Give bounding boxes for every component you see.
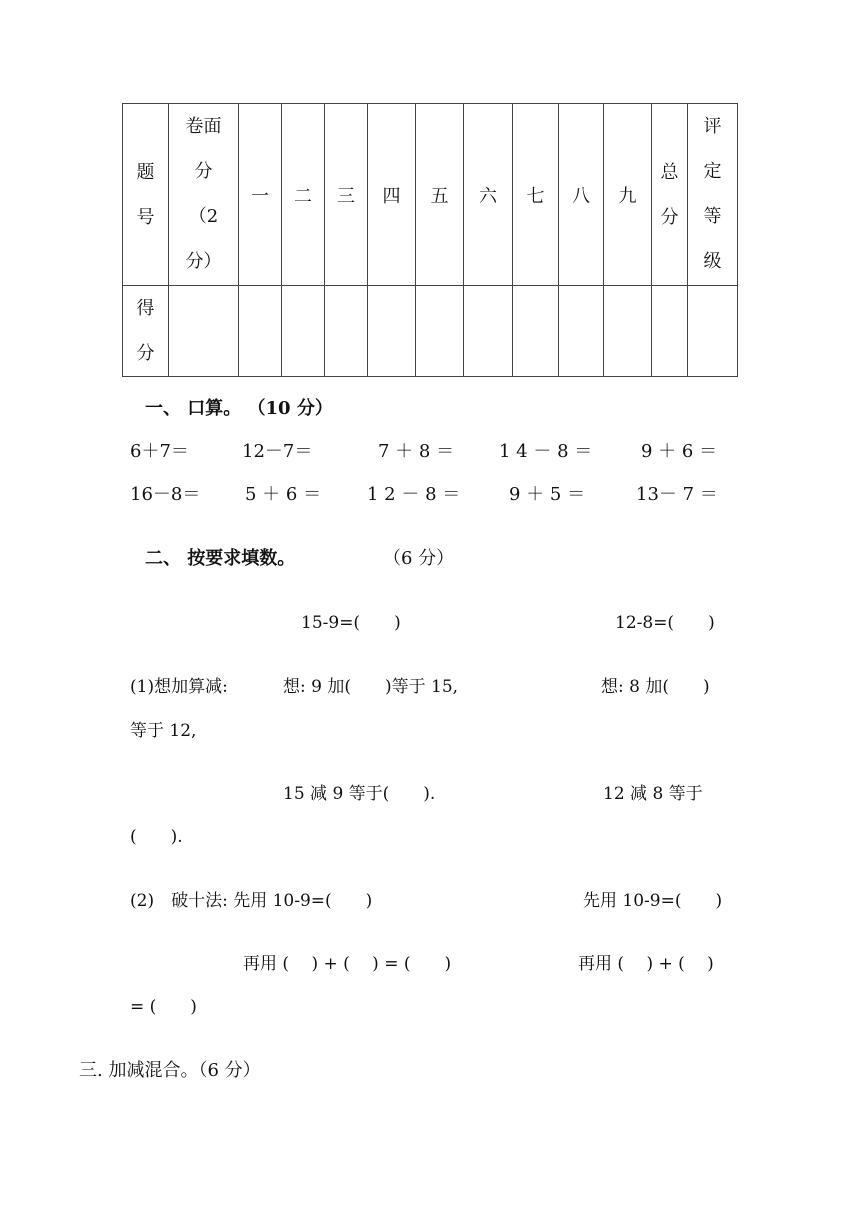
score-cell[interactable] (282, 286, 325, 377)
score-cell[interactable] (416, 286, 464, 377)
score-cell[interactable] (652, 286, 688, 377)
score-cell[interactable] (325, 286, 368, 377)
oral-problem: 5 ＋ 6 ＝ (245, 484, 322, 505)
score-cell[interactable] (368, 286, 416, 377)
score-cell[interactable] (688, 286, 738, 377)
column-header: 九 (604, 104, 652, 286)
score-table (122, 103, 738, 377)
oral-problem: 6＋7＝ (130, 441, 189, 462)
fill-equation: 12-8=( ) (615, 613, 715, 633)
column-header: 四 (368, 104, 416, 286)
column-header: 五 (416, 104, 464, 286)
score-cell[interactable] (239, 286, 282, 377)
q1-think-left: 想: 9 加( )等于 15, (283, 677, 459, 697)
q1-result-left: 15 减 9 等于( ). (283, 784, 436, 804)
oral-problem: 7 ＋ 8 ＝ (378, 441, 455, 462)
q1-think-right-cont: 等于 12, (130, 721, 197, 741)
juanmian-header-cell: 卷面 分 （2 分） (169, 104, 239, 286)
q2-line1-right: 先用 10-9=( ) (583, 891, 723, 911)
q2-line1-left: (2) 破十法: 先用 10-9=( ) (130, 891, 373, 911)
total-header-cell: 总 分 (652, 104, 688, 286)
fill-equation: 15-9=( ) (301, 613, 401, 633)
table-header-row (123, 104, 738, 286)
oral-problem: 13－ 7 ＝ (636, 484, 718, 505)
q1-label: (1)想加算减: (130, 677, 228, 697)
column-header: 六 (464, 104, 513, 286)
q1-result-right-cont: ( ). (130, 827, 183, 847)
section3-title: 三. 加减混合。（6 分） (79, 1060, 261, 1081)
oral-problem: 12－7＝ (242, 441, 313, 462)
section2-title: 二、 按要求填数。 (145, 548, 296, 569)
column-header: 八 (559, 104, 604, 286)
header-label-cell: 题 号 (123, 104, 169, 286)
score-cell[interactable] (559, 286, 604, 377)
column-header: 七 (513, 104, 559, 286)
rating-header-cell: 评 定 等 级 (688, 104, 738, 286)
q1-think-right: 想: 8 加( ) (601, 677, 710, 697)
oral-problem: 1 4 － 8 ＝ (499, 441, 593, 462)
score-cell[interactable] (513, 286, 559, 377)
score-row (123, 286, 738, 377)
oral-problem: 9 ＋ 6 ＝ (641, 441, 718, 462)
score-cell[interactable] (464, 286, 513, 377)
oral-problem: 1 2 － 8 ＝ (367, 484, 461, 505)
column-header: 二 (282, 104, 325, 286)
score-label-cell: 得 分 (123, 286, 169, 377)
section1-title: 一、 口算。 （10 分） (145, 398, 333, 419)
q2-line2-left: 再用 ( ) + ( ) = ( ) (243, 954, 452, 974)
section2-points: （6 分） (383, 548, 455, 569)
oral-problem: 9 ＋ 5 ＝ (509, 484, 586, 505)
column-header: 一 (239, 104, 282, 286)
score-cell[interactable] (169, 286, 239, 377)
oral-problem: 16－8＝ (130, 484, 201, 505)
score-cell[interactable] (604, 286, 652, 377)
q1-result-right: 12 减 8 等于 (603, 784, 703, 804)
q2-line2-right-cont: = ( ) (130, 997, 197, 1017)
column-header: 三 (325, 104, 368, 286)
q2-line2-right: 再用 ( ) + ( ) (578, 954, 714, 974)
